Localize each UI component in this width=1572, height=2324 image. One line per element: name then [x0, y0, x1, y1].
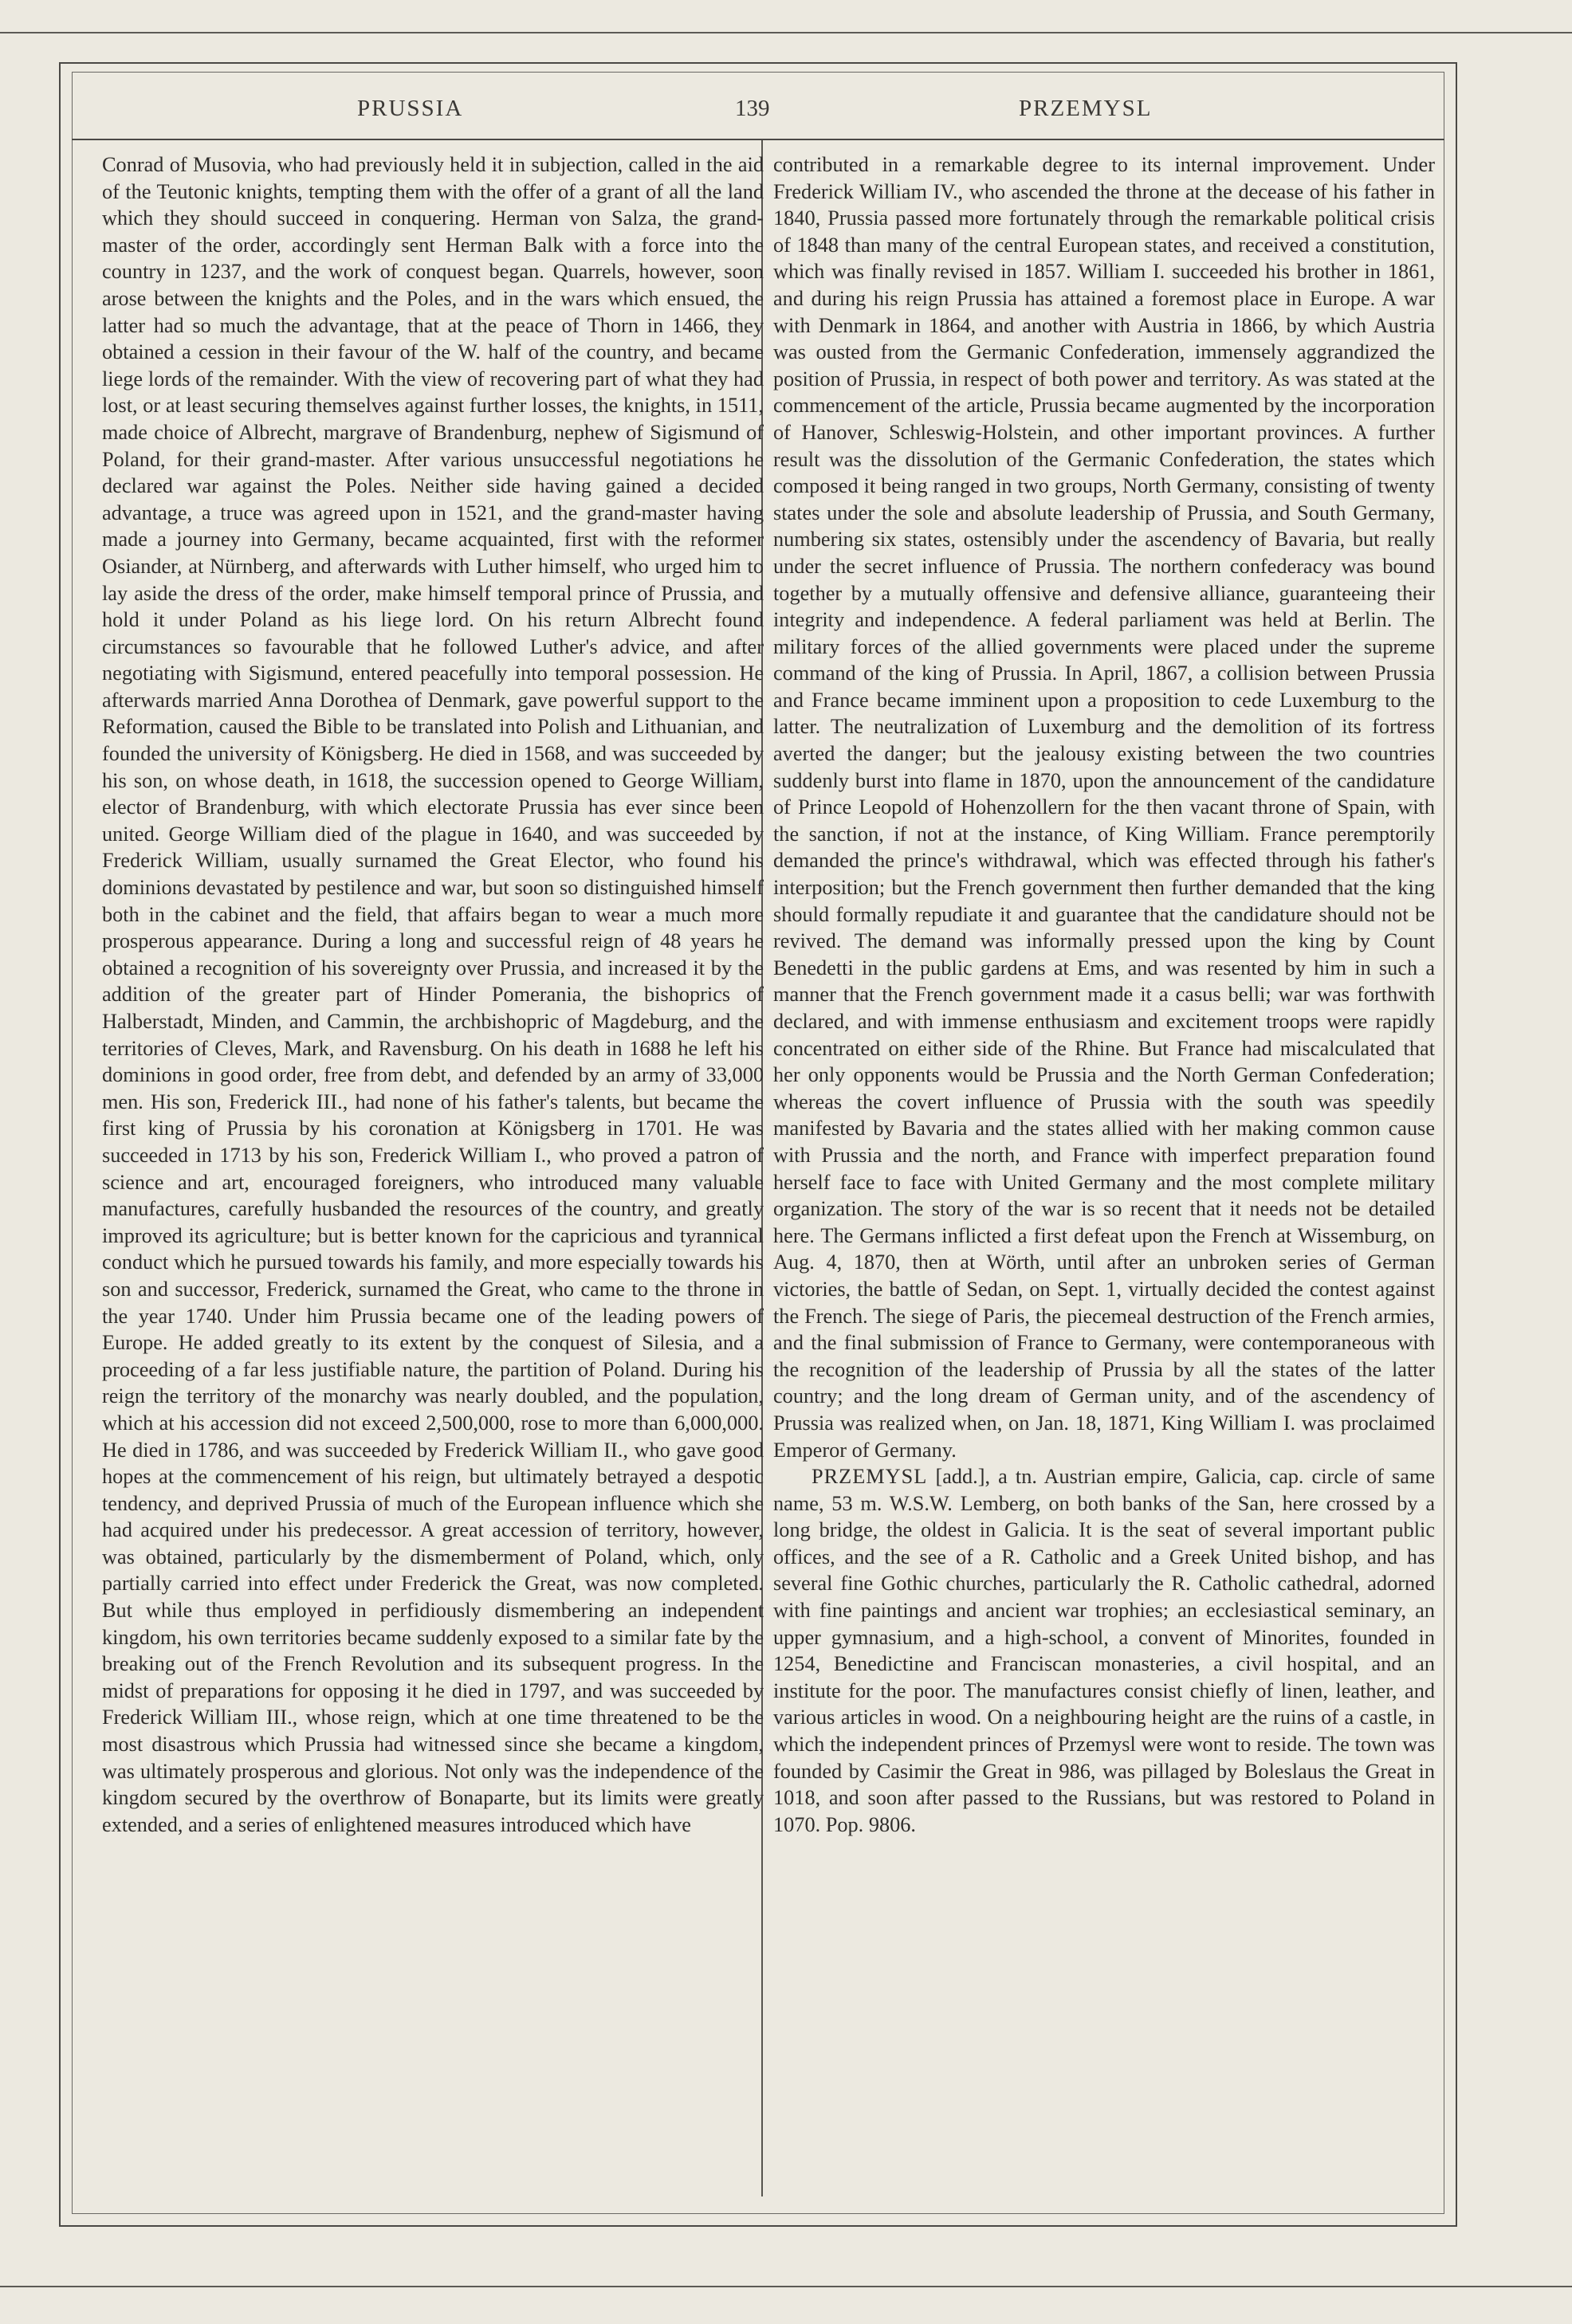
- page-number: 139: [735, 96, 770, 121]
- right-column: [773, 151, 1435, 1838]
- header-left-title: PRUSSIA: [357, 96, 464, 121]
- przemysl-entry-text: a tn. Austrian empire, Galicia, cap. circle of same name, 53 m. W.S.W. Lemberg, on both banks of the San, here crossed by a long bridge, the oldest in Galicia. It is the seat of several important public offices, and the see of a R. Catholic and a Greek United bishop, and has several fine Gothic churches, particularly the R. Catholic cathedral, adorned with fine paintings and ancient war trophies; an ecclesiastical seminary, an upper gymnasium, and a high-school, a convent of Minorites, founded in 1254, Benedictine and Franciscan monasteries, a civil hospital, and an institute for the poor. The manufactures consist chiefly of linen, leather, and various articles in wood. On a neighbouring height are the ruins of a castle, in which the independent princes of Przemysl were wont to reside. The town was founded by Casimir the Great in 986, was pillaged by Boleslaus the Great in 1018, and soon after passed to the Russians, but was restored to Poland in 1070. Pop. 9806.: [773, 1465, 1435, 1836]
- top-border-rule: [0, 32, 1572, 33]
- bottom-border-rule: [0, 2286, 1572, 2287]
- przemysl-headword: PRZEMYSL: [812, 1465, 928, 1489]
- prussia-history-text: Conrad of Musovia, who had previously held it in subjection, called in the aid of the Teutonic knights, tempting them with the offer of a grant of all the land which they should succeed in conquering. Herman von Salza, the grand-master of the order, accordingly sent Herman Balk with a force into the country in 1237, and the work of conquest began. Quarrels, however, soon arose between the knights and the Poles, and in the wars which ensued, the latter had so much the advantage, that at the peace of Thorn in 1466, they obtained a cession in their favour of the W. half of the country, and became liege lords of the remainder. With the view of recovering part of what they had lost, or at least securing themselves against further losses, the knights, in 1511, made choice of Albrecht, margrave of Brandenburg, nephew of Sigismund of Poland, for their grand-master. After various unsuccessful negotiations he declared war against the Poles. Neither side having gained a decided advantage, a truce was agreed upon in 1521, and the grand-master having made a journey into Germany, became acquainted, first with the reformer Osiander, at Nürnberg, and afterwards with Luther himself, who urged him to lay aside the dress of the order, make himself temporal prince of Prussia, and hold it under Poland as his liege lord. On his return Albrecht found circumstances so favourable that he followed Luther's advice, and after negotiating with Sigismund, entered peacefully into temporal possession. He afterwards married Anna Dorothea of Denmark, gave powerful support to the Reformation, caused the Bible to be translated into Polish and Lithuanian, and founded the university of Königsberg. He died in 1568, and was succeeded by his son, on whose death, in 1618, the succession opened to George William, elector of Brandenburg, with which electorate Prussia has ever since been united. George William died of the plague in 1640, and was succeeded by Frederick William, usually surnamed the Great Elector, who found his dominions devastated by pestilence and war, but soon so distinguished himself both in the cabinet and the field, that affairs began to wear a much more prosperous appearance. During a long and successful reign of 48 years he obtained a recognition of his sovereignty over Prussia, and increased it by the addition of the greater part of Hinder Pomerania, the bishoprics of Halberstadt, Minden, and Cammin, the archbishopric of Magdeburg, and the territories of Cleves, Mark, and Ravensburg. On his death in 1688 he left his dominions in good order, free from debt, and defended by an army of 33,000 men. His son, Frederick III., had none of his father's talents, but became the first king of Prussia by his coronation at Königsberg in 1701. He was succeeded in 1713 by his son, Frederick William I., who proved a patron of science and art, encouraged foreigners, who introduced many valuable manufactures, carefully husbanded the resources of the country, and greatly improved its agriculture; but is better known for the capricious and tyrannical conduct which he pursued towards his family, and more especially towards his son and successor, Frederick, surnamed the Great, who came to the throne in the year 1740. Under him Prussia became one of the leading powers of Europe. He added greatly to its extent by the conquest of Silesia, and a proceeding of a far less justifiable nature, the partition of Poland. During his reign the territory of the monarchy was nearly doubled, and the population, which at his accession did not exceed 2,500,000, rose to more than 6,000,000. He died in 1786, and was succeeded by Frederick William II., who gave good hopes at the commencement of his reign, but ultimately betrayed a despotic tendency, and deprived Prussia of much of the European influence which she had acquired under his predecessor. A great accession of territory, however, was obtained, particularly by the dismemberment of Poland, which, only partially carried into effect under Frederick the Great, was now completed. But while thus employed in perfidiously dismembering an independent kingdom, his own territories became suddenly exposed to a similar fate by the breaking out of the French Revolution and its subsequent progress. In the midst of preparations for opposing it he died in 1797, and was succeeded by Frederick William III., whose reign, which at one time threatened to be the most disastrous which Prussia had witnessed since she became a kingdom, was ultimately prosperous and glorious. Not only was the independence of the kingdom secured by the overthrow of Bonaparte, but its limits were greatly extended, and a series of enlightened measures introduced which have: [102, 153, 764, 1836]
- przemysl-entry: [773, 1463, 1435, 1838]
- header-rule: [72, 139, 1444, 140]
- header-right-title: PRZEMYSL: [1019, 96, 1153, 121]
- przemysl-add-tag: [add.],: [935, 1465, 991, 1489]
- left-column: [102, 151, 764, 1838]
- running-header: [72, 96, 1444, 134]
- prussia-history-continued: contributed in a remarkable degree to its internal improvement. Under Frederick William IV., who ascended the throne at the decease of his father in 1840, Prussia passed more fortunately through the remarkable political crisis of 1848 than many of the central European states, and received a constitution, which was finally revised in 1857. William I. succeeded his brother in 1861, and during his reign Prussia has attained a foremost place in Europe. A war with Denmark in 1864, and another with Austria in 1866, by which Austria was ousted from the Germanic Confederation, immensely aggrandized the position of Prussia, in respect of both power and territory. As was stated at the commencement of the article, Prussia became augmented by the incorporation of Hanover, Schleswig-Holstein, and other important provinces. A further result was the dissolution of the Germanic Confederation, the states which composed it being ranged in two groups, North Germany, consisting of twenty states under the sole and absolute leadership of Prussia, and South Germany, numbering six states, ostensibly under the ascendency of Bavaria, but really under the secret influence of Prussia. The northern confederacy was bound together by a mutually offensive and defensive alliance, guaranteeing their integrity and independence. A federal parliament was held at Berlin. The military forces of the allied governments were placed under the supreme command of the king of Prussia. In April, 1867, a collision between Prussia and France became imminent upon a proposition to cede Luxemburg to the latter. The neutralization of Luxemburg and the demolition of its fortress averted the danger; but the jealousy existing between the two countries suddenly burst into flame in 1870, upon the announcement of the candidature of Prince Leopold of Hohenzollern for the then vacant throne of Spain, with the sanction, if not at the instance, of King William. France peremptorily demanded the prince's withdrawal, which was effected through his father's interposition; but the French government then further demanded that the king should formally repudiate it and guarantee that the candidature should not be revived. The demand was informally pressed upon the king by Count Benedetti in the public gardens at Ems, and was resented by him in such a manner that the French government made it a casus belli; war was forthwith declared, and with immense enthusiasm and excitement troops were rapidly concentrated on either side of the Rhine. But France had miscalculated that her only opponents would be Prussia and the North German Confederation; whereas the covert influence of Prussia with the south was speedily manifested by Bavaria and the states allied with her making common cause with Prussia and the north, and France with imperfect preparation found herself face to face with United Germany and the most complete military organization. The story of the war is so recent that it needs not be detailed here. The Germans inflicted a first defeat upon the French at Wissemburg, on Aug. 4, 1870, then at Wörth, until after an unbroken series of German victories, the battle of Sedan, on Sept. 1, virtually decided the contest against the French. The siege of Paris, the piecemeal destruction of the French armies, and the final submission of France to Germany, were contemporaneous with the recognition of the leadership of Prussia by all the states of the latter country; and the long dream of German unity, and of the ascendency of Prussia was realized when, on Jan. 18, 1871, King William I. was proclaimed Emperor of Germany.: [773, 153, 1435, 1462]
